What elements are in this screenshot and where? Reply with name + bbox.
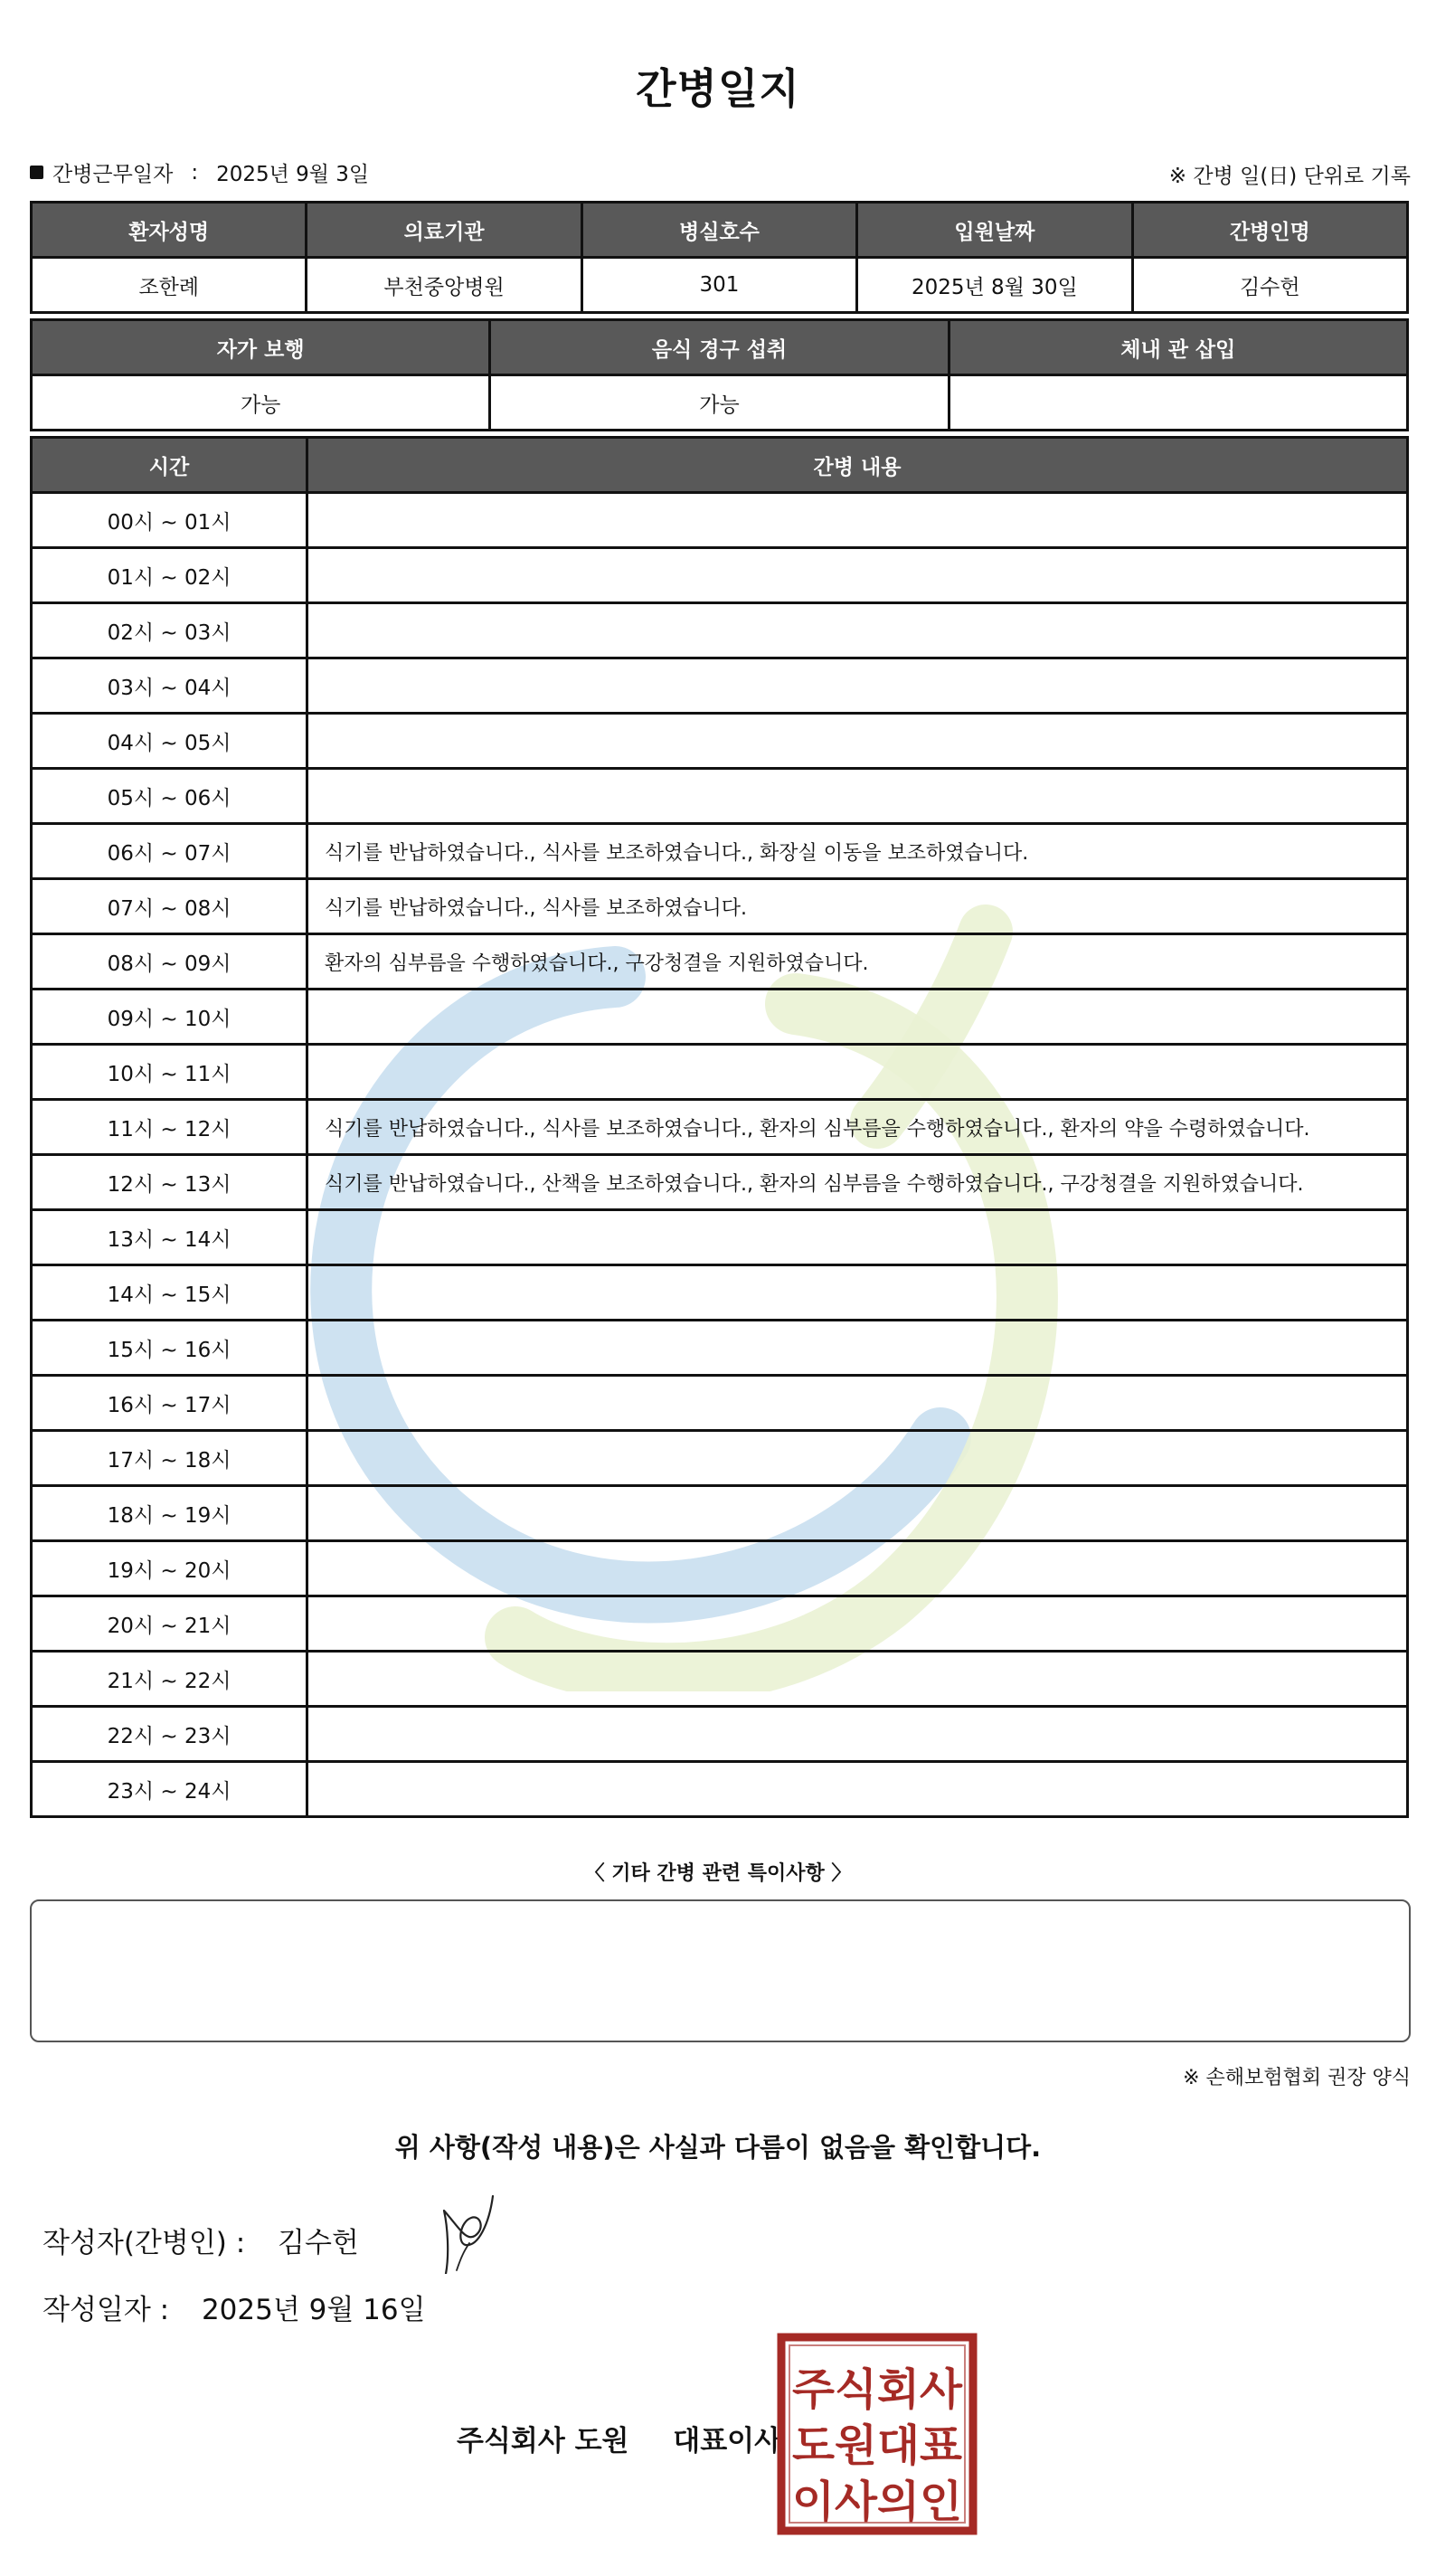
company-seal-stamp <box>776 2332 978 2536</box>
care-log-row <box>32 658 1408 714</box>
patient-name-value: 조한례 <box>32 258 307 313</box>
care-log-content <box>307 990 1408 1045</box>
care-log-row <box>32 493 1408 548</box>
care-log-row <box>32 824 1408 879</box>
care-log-time: 05시 ~ 06시 <box>32 769 307 824</box>
care-log-time: 10시 ~ 11시 <box>32 1045 307 1100</box>
care-log-time: 14시 ~ 15시 <box>32 1265 307 1321</box>
care-log-row <box>32 1210 1408 1265</box>
care-log-row <box>32 1376 1408 1431</box>
care-log-row <box>32 1265 1408 1321</box>
written-date-row <box>43 2287 426 2327</box>
care-log-content <box>307 603 1408 658</box>
writer-name: 김수헌 <box>278 2227 359 2259</box>
special-notes-title: 〈 기타 간병 관련 특이사항 〉 <box>584 1862 852 1885</box>
care-log-content <box>307 1431 1408 1486</box>
care-log-content: 식기를 반납하였습니다., 산책을 보조하였습니다., 환자의 심부름을 수행하였습니다., 구강청결을 지원하였습니다. <box>307 1155 1408 1210</box>
square-bullet-icon <box>30 166 43 179</box>
care-log-row <box>32 1652 1408 1707</box>
care-log-time: 07시 ~ 08시 <box>32 879 307 934</box>
care-log-row <box>32 1596 1408 1652</box>
care-log-row <box>32 1707 1408 1762</box>
header-self-walking: 자가 보행 <box>32 320 490 375</box>
care-log-row <box>32 990 1408 1045</box>
care-log-content <box>307 1321 1408 1376</box>
care-log-time: 21시 ~ 22시 <box>32 1652 307 1707</box>
patient-status-value-row <box>32 375 1408 431</box>
care-log-time: 02시 ~ 03시 <box>32 603 307 658</box>
care-log-row <box>32 879 1408 934</box>
care-log-row <box>32 934 1408 990</box>
care-log-content <box>307 769 1408 824</box>
care-log-time: 06시 ~ 07시 <box>32 824 307 879</box>
care-log-content <box>307 714 1408 769</box>
care-log-row <box>32 1486 1408 1541</box>
patient-status-table <box>30 318 1409 431</box>
header-caregiver-name: 간병인명 <box>1132 203 1407 258</box>
patient-status-header-row <box>32 320 1408 375</box>
tube-insertion-value <box>949 375 1407 431</box>
care-log-content <box>307 1210 1408 1265</box>
care-log-content <box>307 1486 1408 1541</box>
care-log-time: 00시 ~ 01시 <box>32 493 307 548</box>
care-log-content <box>307 1541 1408 1596</box>
unit-note: ※ 간병 일(日) 단위로 기록 <box>1168 165 1411 188</box>
company-name: 주식회사 도원 <box>457 2425 629 2458</box>
care-log-content <box>307 1707 1408 1762</box>
seal-line-1: 주식회사 <box>792 2364 963 2415</box>
care-log-table <box>30 436 1409 1818</box>
care-log-time: 15시 ~ 16시 <box>32 1321 307 1376</box>
care-log-content: 식기를 반납하였습니다., 식사를 보조하였습니다., 화장실 이동을 보조하였습니다. <box>307 824 1408 879</box>
written-date-value: 2025년 9월 16일 <box>201 2294 426 2326</box>
care-log-row <box>32 1155 1408 1210</box>
room-number-value: 301 <box>581 258 856 313</box>
admission-date-value: 2025년 8월 30일 <box>857 258 1132 313</box>
care-log-time: 04시 ~ 05시 <box>32 714 307 769</box>
hospital-value: 부천중앙병원 <box>307 258 581 313</box>
form-source-note: ※ 손해보험협회 권장 양식 <box>1183 2067 1411 2089</box>
care-log-time: 16시 ~ 17시 <box>32 1376 307 1431</box>
header-time: 시간 <box>32 438 307 493</box>
care-log-time: 03시 ~ 04시 <box>32 658 307 714</box>
care-log-time: 19시 ~ 20시 <box>32 1541 307 1596</box>
patient-info-table <box>30 201 1409 314</box>
confirmation-statement: 위 사항(작성 내용)은 사실과 다름이 없음을 확인합니다. <box>394 2132 1042 2163</box>
care-log-row <box>32 1762 1408 1817</box>
care-log-content <box>307 1265 1408 1321</box>
care-log-content <box>307 658 1408 714</box>
duty-date-label: 간병근무일자 <box>52 163 174 186</box>
care-log-content <box>307 1596 1408 1652</box>
care-log-time: 09시 ~ 10시 <box>32 990 307 1045</box>
special-notes-box <box>30 1899 1411 2042</box>
care-log-time: 12시 ~ 13시 <box>32 1155 307 1210</box>
care-log-time: 20시 ~ 21시 <box>32 1596 307 1652</box>
care-log-row <box>32 1045 1408 1100</box>
care-log-content: 환자의 심부름을 수행하였습니다., 구강청결을 지원하였습니다. <box>307 934 1408 990</box>
duty-date-value: 2025년 9월 3일 <box>216 163 370 186</box>
writer-label: 작성자(간병인) : <box>43 2227 246 2259</box>
care-log-row <box>32 714 1408 769</box>
care-log-content <box>307 1045 1408 1100</box>
self-walking-value: 가능 <box>32 375 490 431</box>
writer-row <box>43 2220 359 2260</box>
care-log-header-row <box>32 438 1408 493</box>
care-log-content: 식기를 반납하였습니다., 식사를 보조하였습니다., 환자의 심부름을 수행하였습니다., 환자의 약을 수령하였습니다. <box>307 1100 1408 1155</box>
care-log-row <box>32 603 1408 658</box>
care-log-content: 식기를 반납하였습니다., 식사를 보조하였습니다. <box>307 879 1408 934</box>
header-admission-date: 입원날짜 <box>857 203 1132 258</box>
duty-date-separator: : <box>191 160 199 185</box>
duty-date-row <box>30 157 369 187</box>
seal-line-2: 도원대표 <box>792 2420 963 2471</box>
care-log-time: 17시 ~ 18시 <box>32 1431 307 1486</box>
care-log-row <box>32 1541 1408 1596</box>
written-date-label: 작성일자 : <box>43 2294 170 2326</box>
header-patient-name: 환자성명 <box>32 203 307 258</box>
header-tube-insertion: 체내 관 삽입 <box>949 320 1407 375</box>
patient-info-header-row <box>32 203 1408 258</box>
care-log-time: 18시 ~ 19시 <box>32 1486 307 1541</box>
care-log-content <box>307 1762 1408 1817</box>
care-log-time: 23시 ~ 24시 <box>32 1762 307 1817</box>
header-care-content: 간병 내용 <box>307 438 1408 493</box>
caregiver-name-value: 김수헌 <box>1132 258 1407 313</box>
company-signature-line <box>457 2418 781 2458</box>
care-log-row <box>32 1100 1408 1155</box>
care-log-row <box>32 548 1408 603</box>
care-log-body <box>32 493 1408 1817</box>
handwritten-signature <box>439 2191 502 2274</box>
care-log-time: 01시 ~ 02시 <box>32 548 307 603</box>
care-log-time: 22시 ~ 23시 <box>32 1707 307 1762</box>
care-log-row <box>32 1321 1408 1376</box>
care-log-time: 08시 ~ 09시 <box>32 934 307 990</box>
care-log-time: 11시 ~ 12시 <box>32 1100 307 1155</box>
care-log-row <box>32 1431 1408 1486</box>
care-log-content <box>307 548 1408 603</box>
care-log-content <box>307 1652 1408 1707</box>
header-hospital: 의료기관 <box>307 203 581 258</box>
care-log-content <box>307 493 1408 548</box>
document-title: 간병일지 <box>636 64 800 113</box>
company-ceo-title: 대표이사 <box>673 2425 782 2458</box>
care-log-content <box>307 1376 1408 1431</box>
header-room-number: 병실호수 <box>581 203 856 258</box>
header-oral-intake: 음식 경구 섭취 <box>490 320 949 375</box>
care-log-row <box>32 769 1408 824</box>
oral-intake-value: 가능 <box>490 375 949 431</box>
patient-info-value-row <box>32 258 1408 313</box>
care-log-time: 13시 ~ 14시 <box>32 1210 307 1265</box>
seal-line-3: 이사의인 <box>792 2477 962 2527</box>
